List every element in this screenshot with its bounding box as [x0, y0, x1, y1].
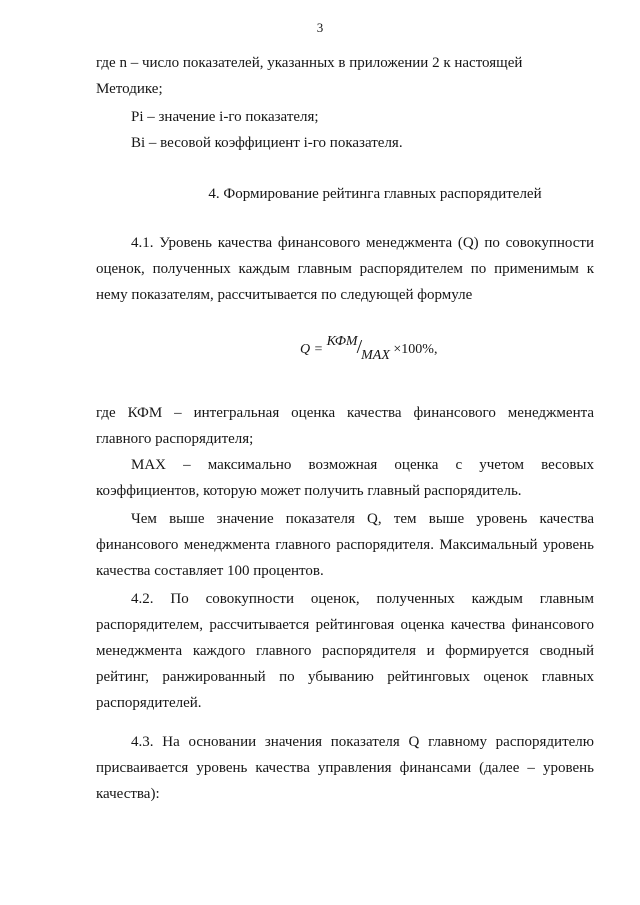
kfm-definition: где КФМ – интегральная оценка качества финансового менеджмента главного распорядителя; — [96, 405, 594, 447]
where-n-definition — [96, 50, 594, 102]
paragraph-4-1: 4.1. Уровень качества финансового менеджмента (Q) по совокупности оценок, полученных каждым главным распорядителем по применимым к нему показателям, рассчитывается по следующей формуле — [96, 235, 594, 303]
max-definition: MAX – максимально возможная оценка с учетом весовых коэффициентов, которую может получить главный распорядитель. — [96, 457, 594, 499]
paragraph-4-2: 4.2. По совокупности оценок, полученных каждым главным распорядителем, рассчитывается рейтинговая оценка качества финансового менеджмента каждого главного распорядителя и формируется сводный рейтинг, ранжированный по убыванию рейтинговых оценок главных распорядителей. — [96, 591, 594, 711]
quality-formula — [300, 334, 438, 363]
formula-lhs: Q = — [300, 342, 327, 357]
formula-numerator: КФМ — [326, 334, 358, 349]
paragraph-q-level: Чем выше значение показателя Q, тем выше уровень качества финансового менеджмента главного распорядителя. Максимальный уровень качества составляет 100 процентов. — [96, 511, 594, 579]
where-n-line1: где n – число показателей, указанных в приложении 2 к настоящей — [96, 55, 523, 71]
formula-slash: / — [356, 336, 363, 358]
formula-denominator: MAX — [361, 348, 390, 363]
paragraph-4-3: 4.3. На основании значения показателя Q главному распорядителю присваивается уровень качества управления финансами (далее – уровень качества): — [96, 734, 594, 802]
where-n-line2: Методике; — [96, 81, 163, 97]
formula-rest: ×100%, — [389, 342, 438, 357]
bi-definition: Bi – весовой коэффициент i-го показателя. — [131, 135, 403, 151]
page-number: 3 — [316, 20, 324, 35]
pi-definition: Pi – значение i-го показателя; — [131, 109, 319, 125]
section-heading: 4. Формирование рейтинга главных распорядителей — [208, 186, 542, 202]
